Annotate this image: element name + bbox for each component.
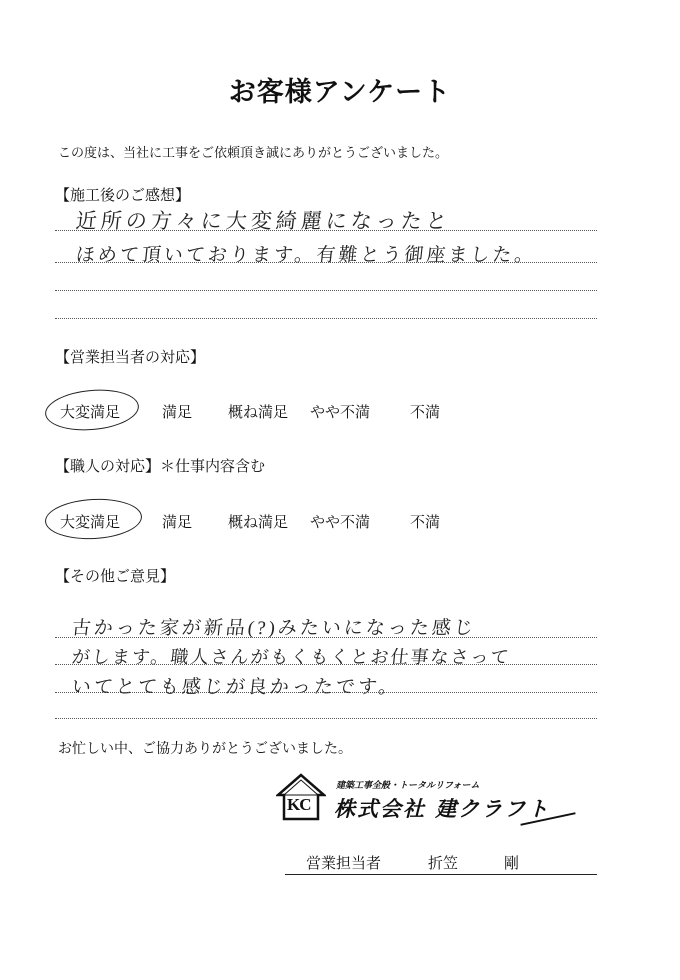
craftsman-option-somewhat-dissatisfied[interactable]: やや不満 <box>310 513 371 531</box>
sales-heading: 【営業担当者の対応】 <box>55 348 206 366</box>
staff-surname: 折笠 <box>428 854 459 872</box>
other-heading: 【その他ご意見】 <box>55 567 176 585</box>
company-logo <box>276 773 326 821</box>
craftsman-option-mostly-satisfied[interactable]: 概ね満足 <box>228 513 289 531</box>
other-line-3: いてとても感じが良かったです。 <box>70 677 402 698</box>
dotted-rule <box>55 664 597 665</box>
sales-option-somewhat-dissatisfied[interactable]: やや不満 <box>310 403 371 421</box>
impression-heading: 【施工後のご感想】 <box>55 186 191 204</box>
company-name: 株式会社 建クラフト <box>334 797 551 821</box>
other-line-2: がします。職人さんがもくもくとお仕事なさって <box>70 647 512 667</box>
intro-text: この度は、当社に工事をご依頼頂き誠にありがとうございました。 <box>58 146 449 161</box>
dotted-rule <box>55 692 597 693</box>
dotted-rule <box>55 262 597 263</box>
staff-label: 営業担当者 <box>306 854 382 872</box>
sales-option-mostly-satisfied[interactable]: 概ね満足 <box>228 403 289 421</box>
dotted-rule <box>55 718 597 719</box>
dotted-rule <box>55 230 597 231</box>
sales-option-very-satisfied[interactable]: 大変満足 <box>60 403 121 421</box>
sales-option-dissatisfied[interactable]: 不満 <box>410 403 441 421</box>
impression-line-2: ほめて頂いております。有難とう御座ました。 <box>74 245 538 266</box>
company-tagline: 建築工事全般・トータルリフォーム <box>336 781 480 791</box>
craftsman-option-very-satisfied[interactable]: 大変満足 <box>60 513 121 531</box>
impression-line-1: 近所の方々に大変綺麗になったと <box>74 209 453 233</box>
logo-text: KC <box>287 795 311 814</box>
other-line-1: 古かった家が新品(?)みたいになった感じ <box>70 618 477 639</box>
dotted-rule <box>55 290 597 291</box>
closing-text: お忙しい中、ご協力ありがとうございました。 <box>58 741 352 757</box>
craftsman-option-satisfied[interactable]: 満足 <box>162 513 193 531</box>
signature-underline <box>285 874 597 875</box>
page-title: お客様アンケート <box>228 77 452 108</box>
dotted-rule <box>55 637 597 638</box>
craftsman-heading: 【職人の対応】＊仕事内容含む <box>55 457 266 475</box>
staff-given-name: 剛 <box>504 854 520 872</box>
sales-option-satisfied[interactable]: 満足 <box>162 403 193 421</box>
dotted-rule <box>55 318 597 319</box>
craftsman-option-dissatisfied[interactable]: 不満 <box>410 513 441 531</box>
